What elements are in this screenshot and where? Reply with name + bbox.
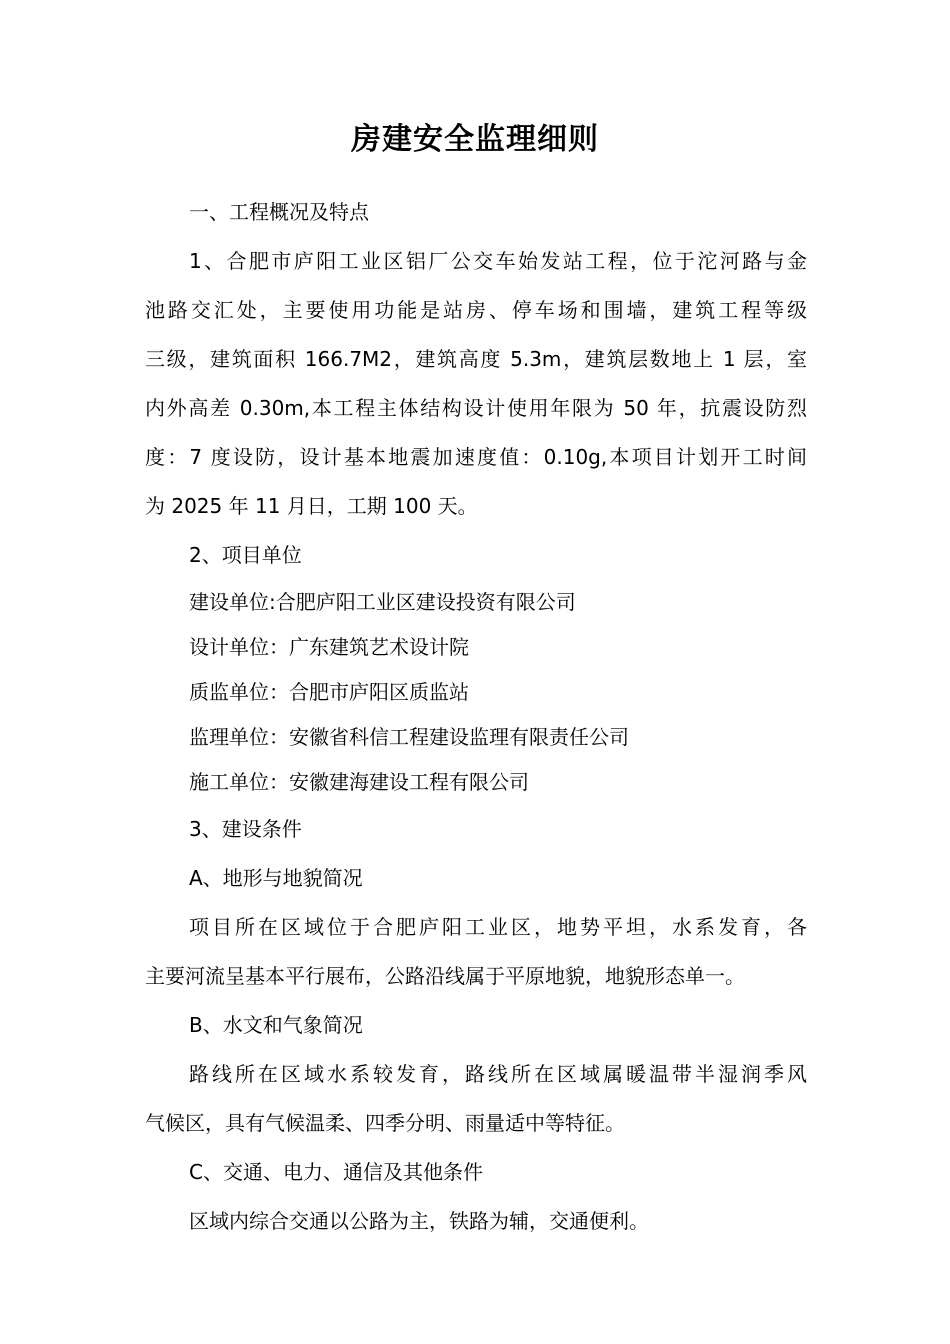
paragraph-line: 区域内综合交通以公路为主，铁路为辅，交通便利。 <box>189 1209 649 1233</box>
sub-heading-hydrology: B、水文和气象简况 <box>189 1013 363 1037</box>
paragraph-line: 路线所在区域水系较发育，路线所在区域属暖温带半湿润季风 <box>189 1062 807 1086</box>
item-heading-project-units: 2、项目单位 <box>189 543 302 567</box>
paragraph-line: 1、合肥市庐阳工业区铝厂公交车始发站工程，位于沱河路与金 <box>189 249 807 273</box>
project-units-list <box>145 580 807 805</box>
unit-quality-supervision: 质监单位：合肥市庐阳区质监站 <box>189 680 469 704</box>
paragraph-line: 三级，建筑面积 166.7M2，建筑高度 5.3m，建筑层数地上 1 层，室 <box>145 347 807 371</box>
paragraph-line: 气候区，具有气候温柔、四季分明、雨量适中等特征。 <box>145 1111 625 1135</box>
unit-construction: 建设单位:合肥庐阳工业区建设投资有限公司 <box>189 590 576 614</box>
paragraph-line: 池路交汇处，主要使用功能是站房、停车场和围墙，建筑工程等级 <box>145 298 807 322</box>
paragraph-transport <box>145 1197 807 1246</box>
paragraph-line: 项目所在区域位于合肥庐阳工业区，地势平坦，水系发育，各 <box>189 915 807 939</box>
paragraph-hydrology <box>145 1050 807 1148</box>
sub-heading-terrain: A、地形与地貌简况 <box>189 866 363 890</box>
paragraph-line: 内外高差 0.30m,本工程主体结构设计使用年限为 50 年，抗震设防烈 <box>145 396 807 420</box>
paragraph-line: 为 2025 年 11 月日，工期 100 天。 <box>145 494 478 518</box>
unit-supervision: 监理单位：安徽省科信工程建设监理有限责任公司 <box>189 725 629 749</box>
paragraph-terrain <box>145 903 807 1001</box>
paragraph-line: 主要河流呈基本平行展布，公路沿线属于平原地貌，地貌形态单一。 <box>145 964 745 988</box>
document-title: 房建安全监理细则 <box>351 122 599 157</box>
paragraph-line: 度：7 度设防，设计基本地震加速度值：0.10g,本项目计划开工时间 <box>145 445 807 469</box>
item-heading-conditions: 3、建设条件 <box>189 817 302 841</box>
unit-contractor: 施工单位：安徽建海建设工程有限公司 <box>189 770 529 794</box>
document-body <box>145 188 807 1246</box>
paragraph-project-overview <box>145 237 807 531</box>
sub-heading-transport: C、交通、电力、通信及其他条件 <box>189 1160 483 1184</box>
unit-design: 设计单位：广东建筑艺术设计院 <box>189 635 469 659</box>
section-heading-overview: 一、工程概况及特点 <box>189 200 369 224</box>
